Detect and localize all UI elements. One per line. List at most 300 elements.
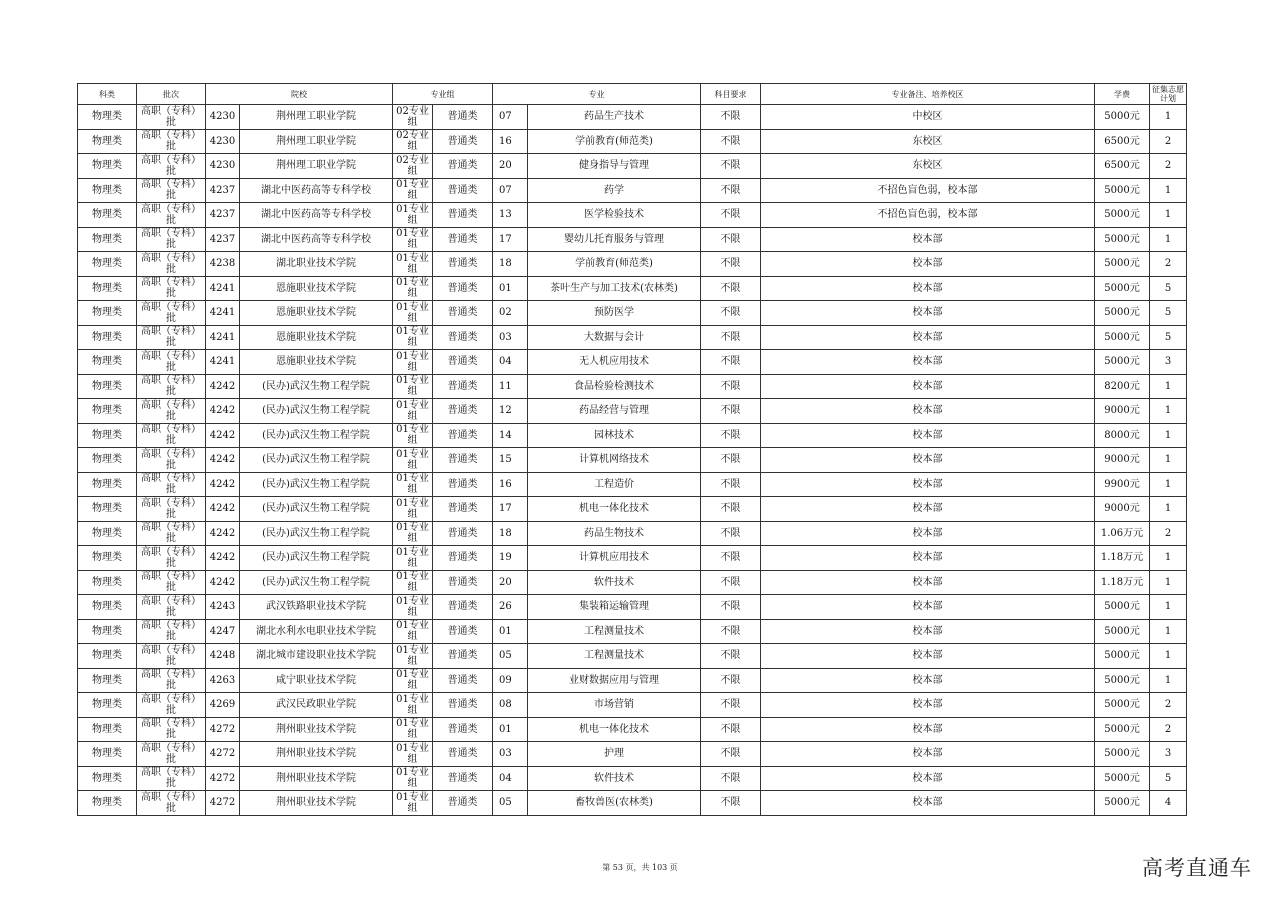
cell-pici: 高职（专科）批 [137, 791, 206, 816]
cell-requirement: 不限 [701, 742, 761, 767]
cell-fee: 9000元 [1095, 497, 1150, 522]
cell-major: 市场营销 [528, 693, 701, 718]
cell-kelei: 物理类 [78, 644, 137, 669]
table-row [78, 644, 1187, 669]
cell-requirement: 不限 [701, 472, 761, 497]
cell-pici: 高职（专科）批 [137, 521, 206, 546]
cell-pici: 高职（专科）批 [137, 325, 206, 350]
cell-school-code: 4238 [206, 252, 240, 277]
cell-type: 普通类 [433, 154, 493, 179]
cell-type: 普通类 [433, 668, 493, 693]
cell-note: 校本部 [761, 350, 1095, 375]
cell-major: 机电一体化技术 [528, 497, 701, 522]
cell-major: 无人机应用技术 [528, 350, 701, 375]
cell-pici: 高职（专科）批 [137, 644, 206, 669]
cell-kelei: 物理类 [78, 472, 137, 497]
cell-requirement: 不限 [701, 252, 761, 277]
cell-major-code: 01 [493, 276, 528, 301]
header-kelei: 科类 [78, 84, 137, 105]
cell-school: 湖北职业技术学院 [240, 252, 393, 277]
header-zhuanye: 专业 [493, 84, 701, 105]
cell-major-code: 18 [493, 521, 528, 546]
cell-school: 湖北中医药高等专科学校 [240, 203, 393, 228]
cell-fee: 8200元 [1095, 374, 1150, 399]
cell-major-code: 17 [493, 227, 528, 252]
cell-note: 校本部 [761, 497, 1095, 522]
header-xuefei: 学费 [1095, 84, 1150, 105]
cell-fee: 9900元 [1095, 472, 1150, 497]
cell-school: 荆州理工职业学院 [240, 154, 393, 179]
table-row [78, 105, 1187, 130]
cell-school-code: 4242 [206, 399, 240, 424]
cell-school-code: 4272 [206, 742, 240, 767]
cell-note: 校本部 [761, 325, 1095, 350]
cell-plan: 1 [1150, 472, 1187, 497]
admission-plan-table [77, 83, 1187, 816]
cell-major: 医学检验技术 [528, 203, 701, 228]
cell-fee: 6500元 [1095, 154, 1150, 179]
cell-school-code: 4272 [206, 766, 240, 791]
cell-major: 大数据与会计 [528, 325, 701, 350]
header-beizhu: 专业备注、培养校区 [761, 84, 1095, 105]
cell-kelei: 物理类 [78, 350, 137, 375]
table-row [78, 472, 1187, 497]
cell-major-code: 05 [493, 791, 528, 816]
cell-note: 校本部 [761, 423, 1095, 448]
cell-note: 校本部 [761, 472, 1095, 497]
cell-school-code: 4242 [206, 448, 240, 473]
cell-fee: 5000元 [1095, 227, 1150, 252]
cell-group: 01专业组 [393, 668, 433, 693]
cell-school: (民办)武汉生物工程学院 [240, 423, 393, 448]
cell-group: 01专业组 [393, 325, 433, 350]
cell-major: 健身指导与管理 [528, 154, 701, 179]
cell-major-code: 12 [493, 399, 528, 424]
cell-school: 荆州理工职业学院 [240, 129, 393, 154]
cell-kelei: 物理类 [78, 521, 137, 546]
table-row [78, 325, 1187, 350]
cell-group: 01专业组 [393, 693, 433, 718]
cell-major: 护理 [528, 742, 701, 767]
cell-note: 校本部 [761, 276, 1095, 301]
table-row [78, 791, 1187, 816]
cell-major: 药学 [528, 178, 701, 203]
cell-requirement: 不限 [701, 374, 761, 399]
cell-plan: 1 [1150, 595, 1187, 620]
cell-type: 普通类 [433, 129, 493, 154]
cell-major: 园林技术 [528, 423, 701, 448]
cell-fee: 5000元 [1095, 105, 1150, 130]
cell-plan: 1 [1150, 227, 1187, 252]
cell-group: 01专业组 [393, 595, 433, 620]
cell-pici: 高职（专科）批 [137, 423, 206, 448]
cell-type: 普通类 [433, 178, 493, 203]
cell-major: 计算机网络技术 [528, 448, 701, 473]
cell-note: 校本部 [761, 693, 1095, 718]
cell-major-code: 20 [493, 154, 528, 179]
cell-type: 普通类 [433, 472, 493, 497]
cell-type: 普通类 [433, 448, 493, 473]
cell-school-code: 4247 [206, 619, 240, 644]
cell-school: 武汉民政职业学院 [240, 693, 393, 718]
cell-major-code: 16 [493, 129, 528, 154]
cell-type: 普通类 [433, 350, 493, 375]
cell-school: 恩施职业技术学院 [240, 350, 393, 375]
cell-major-code: 16 [493, 472, 528, 497]
cell-group: 01专业组 [393, 644, 433, 669]
cell-type: 普通类 [433, 791, 493, 816]
cell-school-code: 4242 [206, 546, 240, 571]
cell-major: 婴幼儿托育服务与管理 [528, 227, 701, 252]
cell-type: 普通类 [433, 423, 493, 448]
cell-major: 工程测量技术 [528, 644, 701, 669]
cell-school-code: 4242 [206, 374, 240, 399]
cell-type: 普通类 [433, 766, 493, 791]
cell-requirement: 不限 [701, 791, 761, 816]
cell-plan: 1 [1150, 668, 1187, 693]
cell-requirement: 不限 [701, 693, 761, 718]
cell-plan: 1 [1150, 178, 1187, 203]
cell-fee: 6500元 [1095, 129, 1150, 154]
cell-group: 01专业组 [393, 472, 433, 497]
cell-note: 校本部 [761, 766, 1095, 791]
cell-major: 学前教育(师范类) [528, 129, 701, 154]
cell-major: 机电一体化技术 [528, 717, 701, 742]
table-row [78, 595, 1187, 620]
cell-pici: 高职（专科）批 [137, 668, 206, 693]
table-row [78, 252, 1187, 277]
cell-fee: 5000元 [1095, 301, 1150, 326]
cell-note: 校本部 [761, 668, 1095, 693]
table-row [78, 227, 1187, 252]
cell-school-code: 4241 [206, 301, 240, 326]
table-row [78, 742, 1187, 767]
cell-group: 01专业组 [393, 227, 433, 252]
cell-school: 武汉铁路职业技术学院 [240, 595, 393, 620]
cell-kelei: 物理类 [78, 791, 137, 816]
cell-requirement: 不限 [701, 325, 761, 350]
cell-kelei: 物理类 [78, 227, 137, 252]
cell-note: 校本部 [761, 742, 1095, 767]
cell-requirement: 不限 [701, 154, 761, 179]
cell-type: 普通类 [433, 227, 493, 252]
table-row [78, 350, 1187, 375]
cell-school-code: 4230 [206, 154, 240, 179]
cell-type: 普通类 [433, 374, 493, 399]
cell-plan: 3 [1150, 742, 1187, 767]
cell-school-code: 4248 [206, 644, 240, 669]
cell-fee: 5000元 [1095, 742, 1150, 767]
cell-note: 校本部 [761, 791, 1095, 816]
cell-major: 计算机应用技术 [528, 546, 701, 571]
table-row [78, 448, 1187, 473]
header-yuanxiao: 院校 [206, 84, 393, 105]
cell-school-code: 4241 [206, 325, 240, 350]
cell-requirement: 不限 [701, 766, 761, 791]
cell-plan: 1 [1150, 497, 1187, 522]
cell-school-code: 4237 [206, 178, 240, 203]
cell-requirement: 不限 [701, 399, 761, 424]
cell-major: 工程测量技术 [528, 619, 701, 644]
cell-school: (民办)武汉生物工程学院 [240, 472, 393, 497]
cell-major: 食品检验检测技术 [528, 374, 701, 399]
cell-fee: 5000元 [1095, 619, 1150, 644]
page-number: 第 53 页，共 103 页 [602, 863, 678, 872]
cell-plan: 2 [1150, 521, 1187, 546]
cell-group: 02专业组 [393, 154, 433, 179]
cell-pici: 高职（专科）批 [137, 546, 206, 571]
cell-plan: 1 [1150, 399, 1187, 424]
cell-major-code: 20 [493, 570, 528, 595]
cell-kelei: 物理类 [78, 595, 137, 620]
table-body [78, 105, 1187, 816]
cell-pici: 高职（专科）批 [137, 693, 206, 718]
cell-requirement: 不限 [701, 350, 761, 375]
cell-pici: 高职（专科）批 [137, 350, 206, 375]
cell-fee: 8000元 [1095, 423, 1150, 448]
cell-requirement: 不限 [701, 570, 761, 595]
cell-note: 校本部 [761, 644, 1095, 669]
cell-note: 校本部 [761, 717, 1095, 742]
cell-note: 校本部 [761, 448, 1095, 473]
cell-pici: 高职（专科）批 [137, 203, 206, 228]
cell-note: 校本部 [761, 399, 1095, 424]
cell-plan: 1 [1150, 570, 1187, 595]
cell-fee: 5000元 [1095, 668, 1150, 693]
cell-major-code: 08 [493, 693, 528, 718]
cell-kelei: 物理类 [78, 693, 137, 718]
cell-kelei: 物理类 [78, 129, 137, 154]
cell-school-code: 4243 [206, 595, 240, 620]
cell-school: 荆州职业技术学院 [240, 742, 393, 767]
cell-plan: 1 [1150, 203, 1187, 228]
cell-plan: 1 [1150, 546, 1187, 571]
cell-fee: 5000元 [1095, 252, 1150, 277]
cell-kelei: 物理类 [78, 546, 137, 571]
cell-fee: 5000元 [1095, 717, 1150, 742]
cell-major: 业财数据应用与管理 [528, 668, 701, 693]
cell-note: 中校区 [761, 105, 1095, 130]
cell-type: 普通类 [433, 570, 493, 595]
cell-requirement: 不限 [701, 521, 761, 546]
cell-kelei: 物理类 [78, 325, 137, 350]
cell-kelei: 物理类 [78, 570, 137, 595]
cell-type: 普通类 [433, 619, 493, 644]
cell-school-code: 4269 [206, 693, 240, 718]
cell-major: 预防医学 [528, 301, 701, 326]
cell-kelei: 物理类 [78, 301, 137, 326]
cell-school: 荆州职业技术学院 [240, 791, 393, 816]
cell-pici: 高职（专科）批 [137, 178, 206, 203]
cell-school: 恩施职业技术学院 [240, 325, 393, 350]
cell-pici: 高职（专科）批 [137, 570, 206, 595]
cell-type: 普通类 [433, 644, 493, 669]
cell-kelei: 物理类 [78, 766, 137, 791]
table-row [78, 717, 1187, 742]
cell-group: 01专业组 [393, 276, 433, 301]
cell-pici: 高职（专科）批 [137, 276, 206, 301]
cell-fee: 1.06万元 [1095, 521, 1150, 546]
cell-group: 01专业组 [393, 252, 433, 277]
table-row [78, 129, 1187, 154]
cell-major-code: 11 [493, 374, 528, 399]
cell-major: 软件技术 [528, 766, 701, 791]
cell-school: 湖北城市建设职业技术学院 [240, 644, 393, 669]
cell-type: 普通类 [433, 717, 493, 742]
cell-group: 01专业组 [393, 448, 433, 473]
cell-kelei: 物理类 [78, 178, 137, 203]
cell-plan: 2 [1150, 252, 1187, 277]
cell-major: 工程造价 [528, 472, 701, 497]
cell-pici: 高职（专科）批 [137, 497, 206, 522]
cell-requirement: 不限 [701, 497, 761, 522]
cell-major: 软件技术 [528, 570, 701, 595]
cell-requirement: 不限 [701, 619, 761, 644]
table-row [78, 154, 1187, 179]
cell-requirement: 不限 [701, 644, 761, 669]
table-row [78, 374, 1187, 399]
cell-school: (民办)武汉生物工程学院 [240, 497, 393, 522]
cell-pici: 高职（专科）批 [137, 252, 206, 277]
cell-plan: 4 [1150, 791, 1187, 816]
cell-pici: 高职（专科）批 [137, 619, 206, 644]
cell-fee: 9000元 [1095, 448, 1150, 473]
cell-kelei: 物理类 [78, 276, 137, 301]
cell-school-code: 4230 [206, 129, 240, 154]
cell-kelei: 物理类 [78, 497, 137, 522]
table-row [78, 619, 1187, 644]
cell-school-code: 4242 [206, 423, 240, 448]
cell-school-code: 4230 [206, 105, 240, 130]
cell-note: 校本部 [761, 227, 1095, 252]
cell-school-code: 4242 [206, 497, 240, 522]
cell-plan: 2 [1150, 693, 1187, 718]
cell-major-code: 18 [493, 252, 528, 277]
cell-note: 东校区 [761, 154, 1095, 179]
cell-plan: 3 [1150, 350, 1187, 375]
cell-major: 学前教育(师范类) [528, 252, 701, 277]
cell-major-code: 17 [493, 497, 528, 522]
cell-major: 药品生物技术 [528, 521, 701, 546]
table-row [78, 693, 1187, 718]
cell-major-code: 03 [493, 325, 528, 350]
cell-major: 集装箱运输管理 [528, 595, 701, 620]
cell-school-code: 4242 [206, 570, 240, 595]
cell-pici: 高职（专科）批 [137, 717, 206, 742]
cell-pici: 高职（专科）批 [137, 766, 206, 791]
cell-type: 普通类 [433, 693, 493, 718]
cell-requirement: 不限 [701, 668, 761, 693]
cell-group: 02专业组 [393, 129, 433, 154]
cell-school-code: 4242 [206, 521, 240, 546]
table-row [78, 399, 1187, 424]
cell-type: 普通类 [433, 497, 493, 522]
cell-major-code: 07 [493, 105, 528, 130]
cell-major-code: 13 [493, 203, 528, 228]
cell-type: 普通类 [433, 742, 493, 767]
cell-requirement: 不限 [701, 595, 761, 620]
cell-group: 01专业组 [393, 546, 433, 571]
cell-kelei: 物理类 [78, 105, 137, 130]
cell-fee: 5000元 [1095, 203, 1150, 228]
cell-type: 普通类 [433, 252, 493, 277]
cell-requirement: 不限 [701, 227, 761, 252]
cell-plan: 1 [1150, 105, 1187, 130]
table-row [78, 178, 1187, 203]
cell-note: 不招色盲色弱，校本部 [761, 178, 1095, 203]
cell-kelei: 物理类 [78, 717, 137, 742]
cell-pici: 高职（专科）批 [137, 154, 206, 179]
cell-requirement: 不限 [701, 301, 761, 326]
cell-note: 校本部 [761, 252, 1095, 277]
cell-major-code: 26 [493, 595, 528, 620]
cell-group: 01专业组 [393, 497, 433, 522]
cell-group: 01专业组 [393, 570, 433, 595]
cell-fee: 5000元 [1095, 766, 1150, 791]
cell-type: 普通类 [433, 399, 493, 424]
cell-pici: 高职（专科）批 [137, 374, 206, 399]
cell-major: 药品经营与管理 [528, 399, 701, 424]
cell-plan: 2 [1150, 717, 1187, 742]
cell-kelei: 物理类 [78, 399, 137, 424]
cell-plan: 1 [1150, 619, 1187, 644]
cell-requirement: 不限 [701, 129, 761, 154]
cell-group: 01专业组 [393, 374, 433, 399]
cell-school: 恩施职业技术学院 [240, 301, 393, 326]
cell-major-code: 02 [493, 301, 528, 326]
cell-school-code: 4272 [206, 717, 240, 742]
cell-plan: 1 [1150, 374, 1187, 399]
cell-major-code: 19 [493, 546, 528, 571]
cell-requirement: 不限 [701, 203, 761, 228]
cell-major: 茶叶生产与加工技术(农林类) [528, 276, 701, 301]
cell-plan: 1 [1150, 644, 1187, 669]
cell-group: 01专业组 [393, 423, 433, 448]
cell-major-code: 09 [493, 668, 528, 693]
cell-school-code: 4237 [206, 203, 240, 228]
cell-fee: 5000元 [1095, 350, 1150, 375]
cell-fee: 5000元 [1095, 178, 1150, 203]
cell-pici: 高职（专科）批 [137, 129, 206, 154]
cell-school: 湖北中医药高等专科学校 [240, 178, 393, 203]
table-row [78, 203, 1187, 228]
cell-kelei: 物理类 [78, 154, 137, 179]
cell-pici: 高职（专科）批 [137, 595, 206, 620]
cell-note: 东校区 [761, 129, 1095, 154]
table-row [78, 766, 1187, 791]
cell-school: 荆州理工职业学院 [240, 105, 393, 130]
cell-group: 01专业组 [393, 178, 433, 203]
cell-pici: 高职（专科）批 [137, 448, 206, 473]
header-jihua: 征集志愿计划 [1150, 84, 1187, 105]
cell-school: (民办)武汉生物工程学院 [240, 546, 393, 571]
cell-major: 畜牧兽医(农林类) [528, 791, 701, 816]
table-row [78, 276, 1187, 301]
cell-pici: 高职（专科）批 [137, 105, 206, 130]
cell-plan: 2 [1150, 129, 1187, 154]
header-pici: 批次 [137, 84, 206, 105]
cell-requirement: 不限 [701, 717, 761, 742]
cell-group: 01专业组 [393, 399, 433, 424]
cell-major-code: 07 [493, 178, 528, 203]
cell-school: 恩施职业技术学院 [240, 276, 393, 301]
cell-requirement: 不限 [701, 423, 761, 448]
cell-pici: 高职（专科）批 [137, 742, 206, 767]
cell-school: 荆州职业技术学院 [240, 766, 393, 791]
cell-school-code: 4242 [206, 472, 240, 497]
cell-pici: 高职（专科）批 [137, 301, 206, 326]
cell-school: (民办)武汉生物工程学院 [240, 570, 393, 595]
